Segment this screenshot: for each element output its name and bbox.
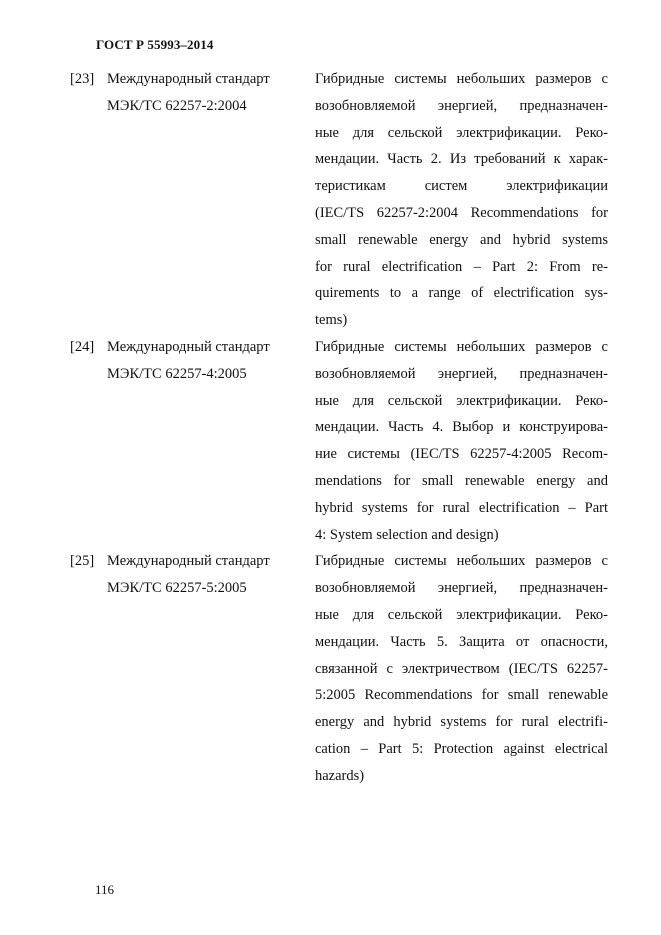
title-line: hybrid systems for rural electrification – Part <box>315 499 608 516</box>
standard-line: МЭК/ТС 62257-4:2005 <box>107 365 247 382</box>
title-line: quirements to a range of electrification sys- <box>315 285 608 302</box>
title-line: ные для сельской электрификации. Реко- <box>315 606 608 623</box>
title-line: 4: System selection and design) <box>315 526 499 543</box>
title-line: mendations for small renewable energy and <box>315 472 608 489</box>
standard-title <box>315 548 608 789</box>
title-line: мендации. Часть 5. Защита от опасности, <box>315 633 608 650</box>
title-line: small renewable energy and hybrid systems <box>315 231 608 248</box>
bibliography-entry-25 <box>0 548 661 789</box>
standard-title <box>315 334 608 548</box>
title-line: связанной с электричеством (IEC/TS 62257- <box>315 660 608 677</box>
title-line: возобновляемой энергией, предназначен- <box>315 97 608 114</box>
bibliography-entry-24 <box>0 334 661 548</box>
title-line: ные для сельской электрификации. Реко- <box>315 124 608 141</box>
document-id-header: ГОСТ Р 55993–2014 <box>96 37 214 52</box>
standard-designation <box>107 548 303 602</box>
title-line: Гибридные системы небольших размеров с <box>315 553 608 570</box>
title-line: мендации. Часть 2. Из требований к харак- <box>315 151 608 168</box>
title-line: ние системы (IEC/TS 62257-4:2005 Recom- <box>315 446 608 463</box>
title-line: теристикам систем электрификации <box>315 178 608 195</box>
entry-number: [23] <box>70 71 95 87</box>
title-line: energy and hybrid systems for rural electrifi- <box>315 714 608 731</box>
title-line: возобновляемой энергией, предназначен- <box>315 365 608 382</box>
standard-line: Международный стандарт <box>107 71 270 87</box>
standard-line: Международный стандарт <box>107 553 270 570</box>
standard-designation <box>107 334 303 388</box>
standard-line: МЭК/ТС 62257-2:2004 <box>107 97 247 114</box>
title-line: tems) <box>315 312 348 329</box>
title-line: for rural electrification – Part 2: From re- <box>315 258 608 275</box>
entry-number: [25] <box>70 553 95 570</box>
entry-number: [24] <box>70 338 95 355</box>
title-line: Гибридные системы небольших размеров с <box>315 71 608 87</box>
standard-line: МЭК/ТС 62257-5:2005 <box>107 580 247 597</box>
title-line: возобновляемой энергией, предназначен- <box>315 580 608 597</box>
standard-title <box>315 66 608 334</box>
bibliography-list <box>0 66 661 790</box>
title-line: Гибридные системы небольших размеров с <box>315 338 608 355</box>
title-line: 5:2005 Recommendations for small renewable <box>315 687 608 704</box>
page-number: 116 <box>95 882 115 897</box>
title-line: мендации. Часть 4. Выбор и конструирова- <box>315 419 608 436</box>
title-line: (IEC/TS 62257-2:2004 Recommendations for <box>315 204 608 221</box>
standard-line: Международный стандарт <box>107 338 270 355</box>
title-line: hazards) <box>315 767 365 784</box>
title-line: ные для сельской электрификации. Реко- <box>315 392 608 409</box>
standard-designation <box>107 66 303 120</box>
title-line: cation – Part 5: Protection against electrical <box>315 740 608 757</box>
bibliography-entry-23 <box>0 66 661 334</box>
